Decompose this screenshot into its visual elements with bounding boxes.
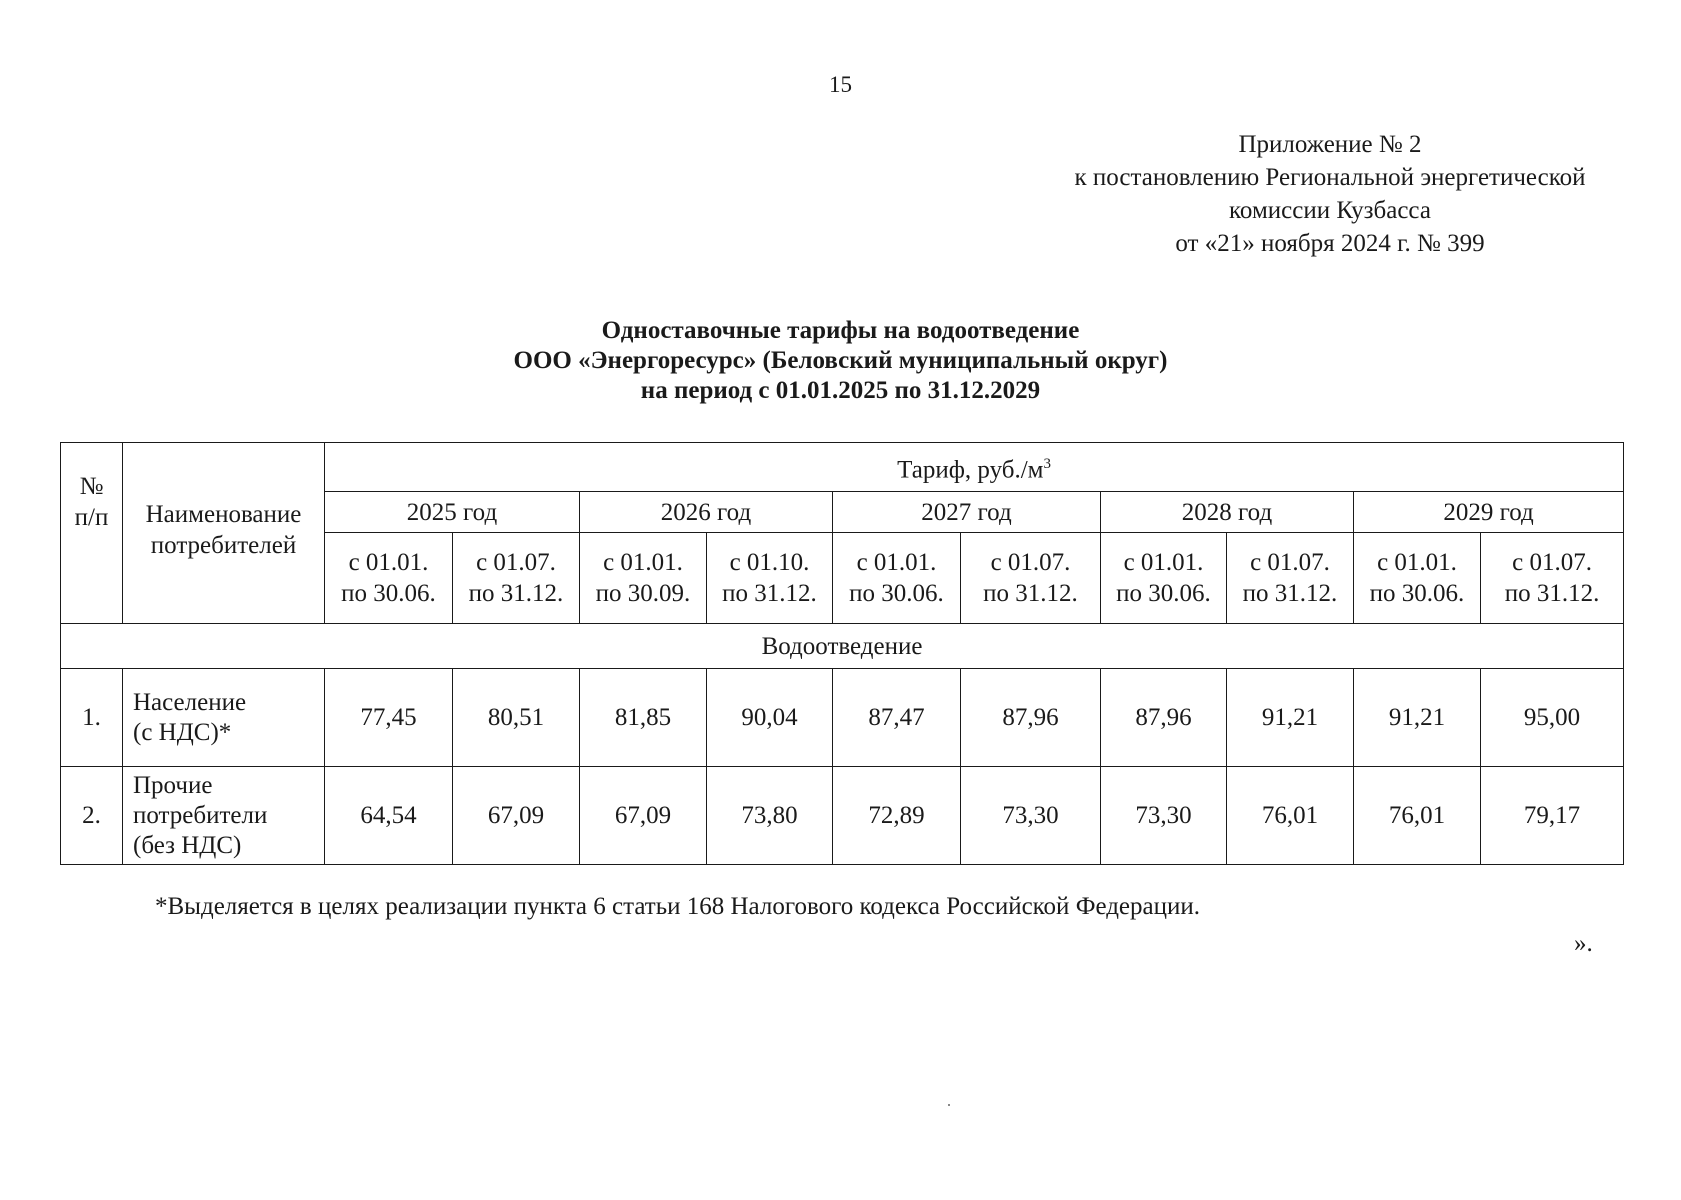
tariff-value: 76,01 xyxy=(1227,767,1354,865)
tariff-value: 67,09 xyxy=(580,767,707,865)
year-header: 2029 год xyxy=(1354,492,1624,533)
tariff-value: 90,04 xyxy=(707,669,833,767)
num-header: № п/п xyxy=(61,443,123,624)
name-header: Наименование потребителей xyxy=(123,443,325,624)
year-header: 2025 год xyxy=(325,492,580,533)
table-header-row xyxy=(61,443,1624,492)
period-header: с 01.01. по 30.09. xyxy=(580,533,707,624)
tariff-value: 87,96 xyxy=(961,669,1101,767)
tariff-value: 72,89 xyxy=(833,767,961,865)
tariff-value: 73,30 xyxy=(961,767,1101,865)
period-header: с 01.07. по 31.12. xyxy=(961,533,1101,624)
page-number: 15 xyxy=(829,72,852,97)
tariff-value: 73,80 xyxy=(707,767,833,865)
tariff-value: 77,45 xyxy=(325,669,453,767)
section-row xyxy=(61,624,1624,669)
document-title xyxy=(0,316,1681,406)
section-label: Водоотведение xyxy=(61,624,1624,669)
scan-artifact xyxy=(948,1104,950,1106)
appendix-line: от «21» ноября 2024 г. № 399 xyxy=(1175,230,1485,257)
period-header: с 01.07. по 31.12. xyxy=(1227,533,1354,624)
title-line: на период с 01.01.2025 по 31.12.2029 xyxy=(640,377,1041,404)
tariff-value: 64,54 xyxy=(325,767,453,865)
appendix-line: комиссии Кузбасса xyxy=(1229,197,1431,224)
consumer-name: Прочие потребители (без НДС) xyxy=(123,767,325,865)
tariff-value: 91,21 xyxy=(1354,669,1481,767)
appendix-line: Приложение № 2 xyxy=(1238,131,1422,158)
tariff-value: 91,21 xyxy=(1227,669,1354,767)
tariff-value: 87,47 xyxy=(833,669,961,767)
year-header: 2028 год xyxy=(1101,492,1354,533)
tariff-value: 87,96 xyxy=(1101,669,1227,767)
table-row xyxy=(61,767,1624,865)
title-line: ООО «Энергоресурс» (Беловский муниципальный округ) xyxy=(513,347,1168,374)
consumer-name: Население (с НДС)* xyxy=(123,669,325,767)
appendix-line: к постановлению Региональной энергетической xyxy=(1074,164,1586,191)
footnote: *Выделяется в целях реализации пункта 6 статьи 168 Налогового кодекса Российской Федерации. xyxy=(155,893,1201,920)
row-num: 1. xyxy=(61,669,123,767)
period-header: с 01.01. по 30.06. xyxy=(1101,533,1227,624)
tariff-value: 95,00 xyxy=(1481,669,1624,767)
period-header: с 01.01. по 30.06. xyxy=(1354,533,1481,624)
tariff-header: Тариф, $руб./м^3$ xyxy=(325,443,1624,492)
tariff-value: 76,01 xyxy=(1354,767,1481,865)
period-header: с 01.07. по 31.12. xyxy=(453,533,580,624)
period-header: с 01.01. по 30.06. xyxy=(325,533,453,624)
period-header: с 01.10. по 31.12. xyxy=(707,533,833,624)
year-header: 2027 год xyxy=(833,492,1101,533)
title-line: Одноставочные тарифы на водоотведение xyxy=(601,317,1080,344)
row-num: 2. xyxy=(61,767,123,865)
tariff-value: 73,30 xyxy=(1101,767,1227,865)
tariff-value: 81,85 xyxy=(580,669,707,767)
tariff-value: 79,17 xyxy=(1481,767,1624,865)
period-header: с 01.01. по 30.06. xyxy=(833,533,961,624)
tariff-value: 80,51 xyxy=(453,669,580,767)
closing-quote: ». xyxy=(1574,930,1593,957)
table-row xyxy=(61,669,1624,767)
appendix-block xyxy=(1010,128,1650,260)
year-header: 2026 год xyxy=(580,492,833,533)
tariff-table xyxy=(60,442,1624,865)
tariff-value: 67,09 xyxy=(453,767,580,865)
period-header: с 01.07. по 31.12. xyxy=(1481,533,1624,624)
